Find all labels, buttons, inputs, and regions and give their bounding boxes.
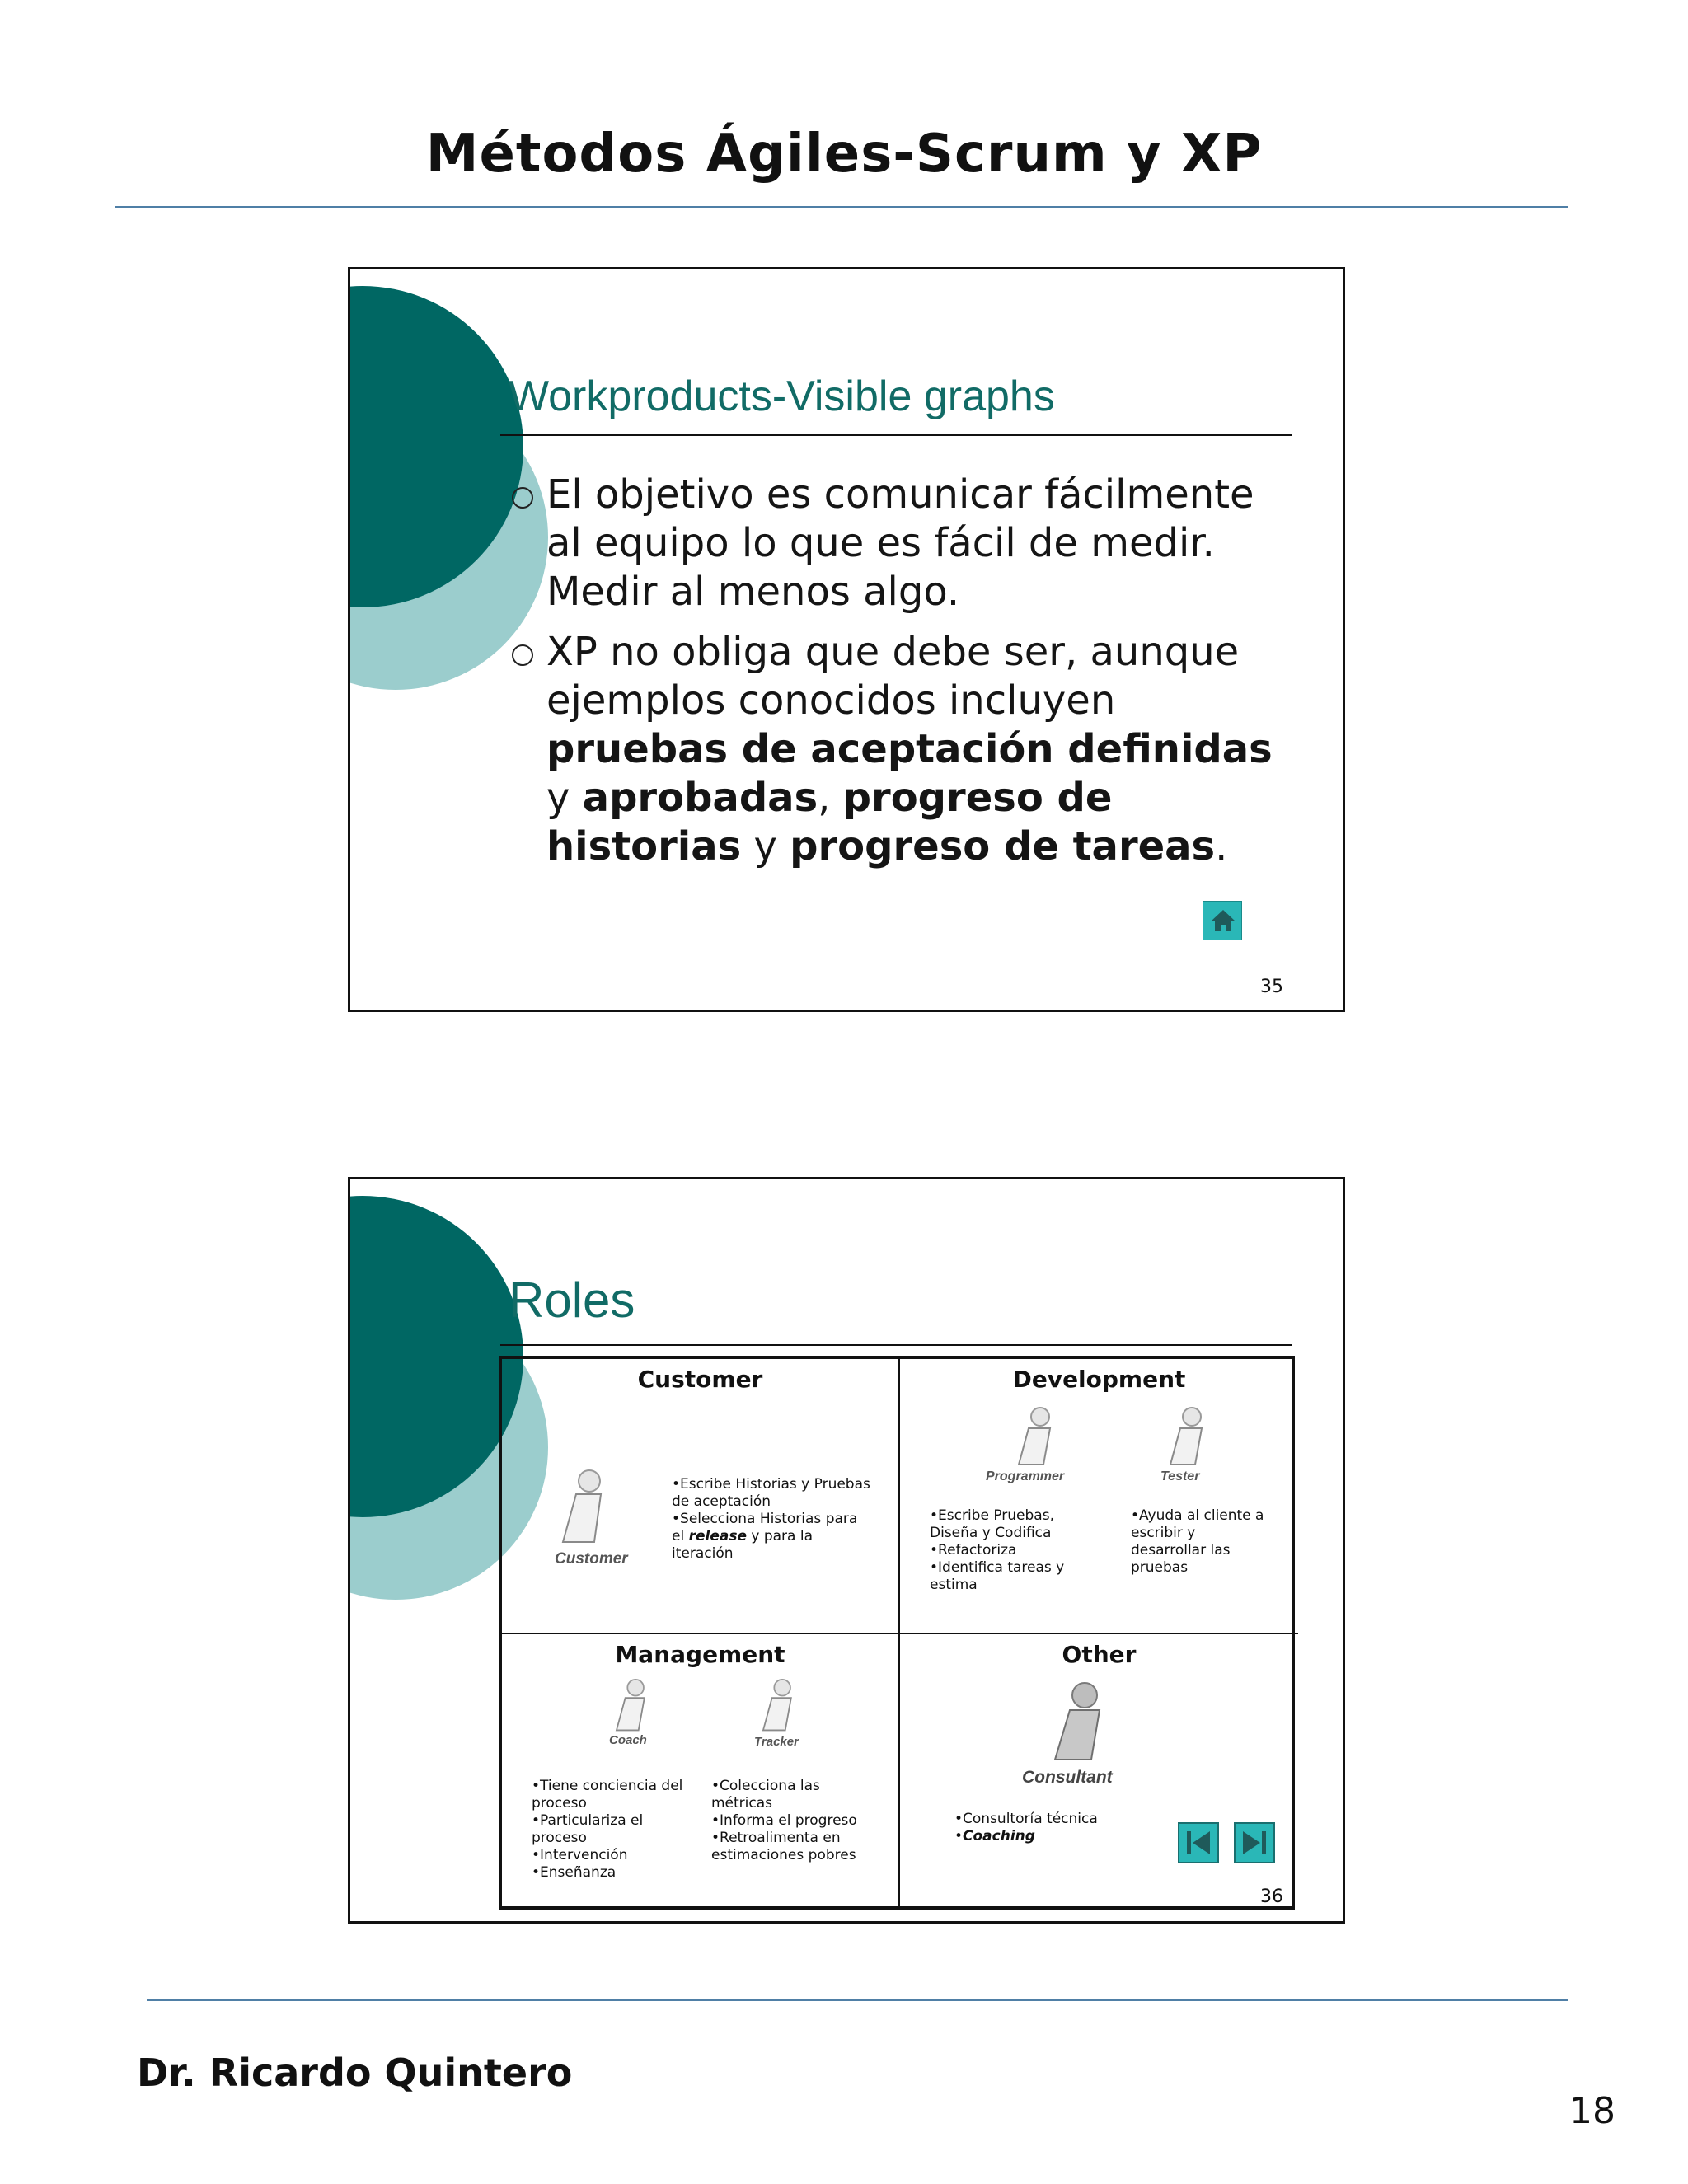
quadrant-heading: Development — [1012, 1366, 1186, 1393]
coach-description: •Tiene conciencia del proceso •Particulariza el proceso •Intervención •Enseñanza — [532, 1778, 683, 1881]
slide-title: Roles — [509, 1272, 635, 1328]
programmer-description: •Escribe Pruebas, Diseña y Codifica •Refactoriza •Identifica tareas y estima — [930, 1507, 1065, 1593]
next-slide-button[interactable] — [1234, 1822, 1275, 1863]
slide-number: 36 — [1260, 1886, 1283, 1907]
person-figure-icon — [1045, 1682, 1108, 1765]
home-button[interactable] — [1203, 901, 1242, 940]
slide-title-rule — [500, 1344, 1292, 1346]
footer-divider — [147, 1999, 1568, 2001]
quadrant-heading: Management — [615, 1641, 785, 1668]
coach-figure-label: Coach — [609, 1733, 647, 1747]
slide-title: Workproducts-Visible graphs — [509, 373, 1055, 420]
bullet-text: XP no obliga que debe ser, aunque ejemplos conocidos incluyen pruebas de aceptación definidas y aprobadas, progreso de historias y progreso de tareas. — [546, 629, 1273, 869]
bullet-text: El objetivo es comunicar fácilmente al equipo lo que es fácil de medir. Medir al menos algo. — [546, 471, 1254, 615]
home-icon — [1208, 907, 1238, 936]
bullet-item — [509, 471, 1300, 616]
other-quadrant — [900, 1634, 1298, 1910]
person-figure-icon — [756, 1679, 797, 1733]
circle-bullet-icon — [512, 644, 533, 666]
bullet-list — [509, 471, 1300, 883]
customer-description: •Escribe Historias y Pruebas de aceptación •Selecciona Historias para el release y para la iteración — [672, 1476, 870, 1562]
previous-slide-button[interactable] — [1178, 1822, 1219, 1863]
person-figure-icon — [553, 1469, 611, 1549]
consultant-description: •Consultoría técnica •Coaching — [954, 1811, 1098, 1844]
page-number: 18 — [1569, 2090, 1615, 2132]
page-title: Métodos Ágiles-Scrum y XP — [425, 124, 1263, 185]
quadrant-heading: Customer — [637, 1366, 763, 1393]
roles-grid — [499, 1356, 1295, 1910]
tracker-figure-label: Tracker — [754, 1735, 799, 1749]
tracker-description: •Colecciona las métricas •Informa el progreso •Retroalimenta en estimaciones pobres — [711, 1778, 857, 1863]
management-quadrant — [502, 1634, 900, 1910]
circle-bullet-icon — [512, 487, 533, 509]
slide-35 — [348, 267, 1345, 1012]
development-quadrant — [900, 1359, 1298, 1634]
customer-quadrant — [502, 1359, 900, 1634]
quadrant-heading: Other — [1062, 1641, 1137, 1668]
programmer-figure-label: Programmer — [986, 1469, 1065, 1483]
slide-number: 35 — [1260, 977, 1283, 997]
slide-36 — [348, 1177, 1345, 1924]
header-divider — [115, 206, 1568, 208]
author-name: Dr. Ricardo Quintero — [137, 2050, 573, 2095]
consultant-figure-label: Consultant — [1022, 1768, 1113, 1787]
tester-figure-label: Tester — [1160, 1469, 1200, 1483]
person-figure-icon — [1162, 1407, 1208, 1468]
skip-back-icon — [1183, 1827, 1214, 1858]
slide-title-rule — [500, 434, 1292, 436]
bullet-item — [509, 628, 1300, 871]
person-figure-icon — [1010, 1407, 1057, 1468]
customer-figure-label: Customer — [555, 1550, 628, 1568]
tester-description: •Ayuda al cliente a escribir y desarrollar las pruebas — [1131, 1507, 1264, 1576]
person-figure-icon — [609, 1679, 650, 1733]
skip-forward-icon — [1239, 1827, 1270, 1858]
